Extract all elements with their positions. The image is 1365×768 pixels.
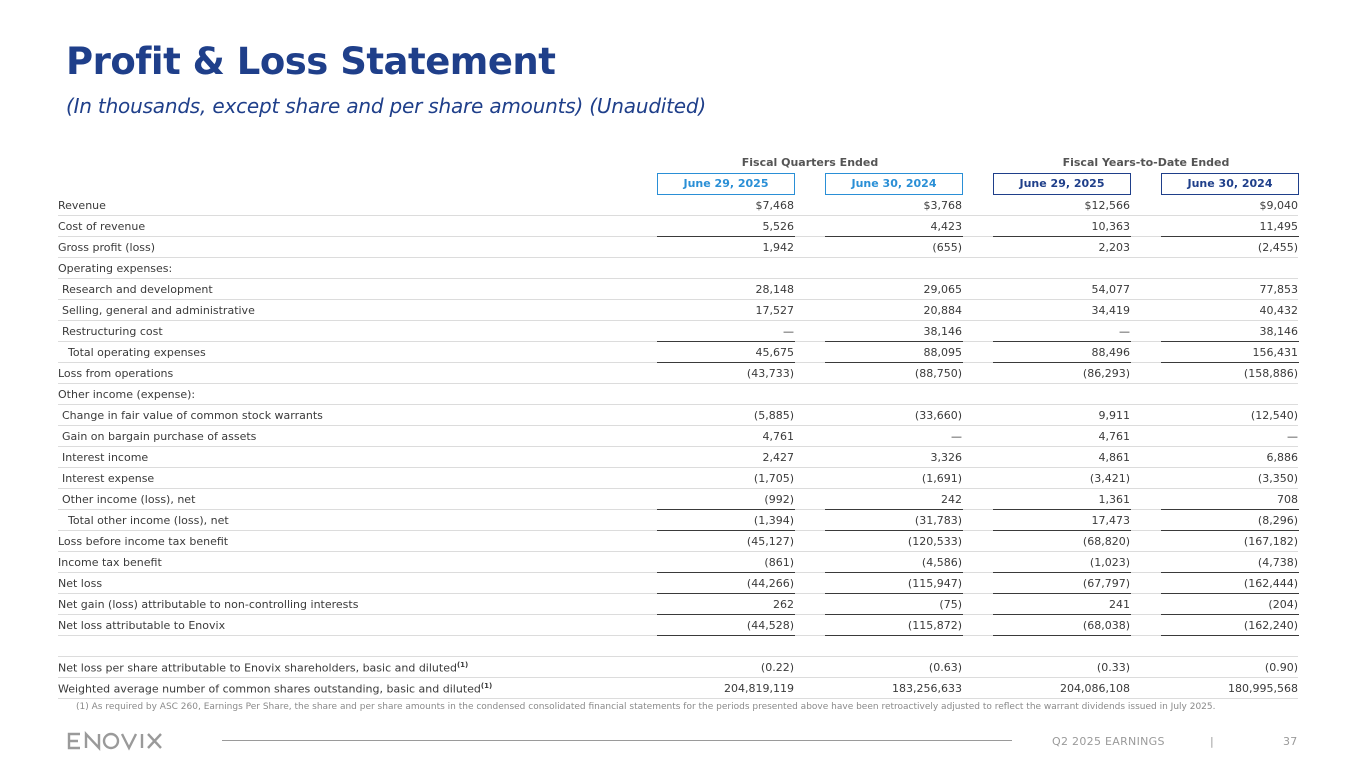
row-label-text: Selling, general and administrative [62,304,255,317]
row-value-col-4: (3,350) [1257,472,1298,485]
table-row [58,342,1298,363]
table-row [58,573,1298,594]
row-label-text: Net loss per share attributable to Enovix shareholders, basic and diluted [58,661,457,675]
row-value-col-3: (1,023) [1089,556,1130,569]
row-value-col-1: (992) [764,493,794,506]
row-value-col-1: (861) [764,556,794,569]
table-row [58,678,1298,699]
row-value-col-2: (115,947) [907,577,962,590]
row-value-col-2: (120,533) [907,535,962,548]
row-value-col-1: 5,526 [762,220,794,233]
row-value-col-1: 204,819,119 [724,682,794,695]
table-row [58,384,1298,405]
row-value-col-1: — [783,325,794,338]
row-value-col-2: (0.63) [928,661,962,674]
row-label-text: Net loss attributable to Enovix [58,619,226,632]
table-row [58,405,1298,426]
row-value-col-3: (68,038) [1082,619,1130,632]
row-value-col-4: (2,455) [1257,241,1298,254]
row-value-col-2: 88,095 [923,346,962,359]
row-label [62,325,163,338]
row-label [58,577,102,590]
col-header-q-2025: June 29, 2025 [657,173,795,195]
row-value-col-2: (4,586) [921,556,962,569]
row-value-col-3: 241 [1109,598,1130,611]
row-value-col-2: (115,872) [907,619,962,632]
table-row [58,300,1298,321]
row-value-col-4: 77,853 [1259,283,1298,296]
row-value-col-4: 180,995,568 [1228,682,1298,695]
row-label [62,451,148,464]
row-label-text: Interest income [62,451,149,464]
row-value-col-3: — [1119,325,1130,338]
row-value-col-1: 45,675 [755,346,794,359]
row-value-col-4: (162,444) [1243,577,1298,590]
table-row [58,552,1298,573]
row-value-col-2: 3,326 [930,451,962,464]
table-row [58,531,1298,552]
row-value-col-3: (67,797) [1082,577,1130,590]
col-header-ytd-2025: June 29, 2025 [993,173,1131,195]
footer-rule [222,740,1012,741]
row-label [58,388,195,401]
row-value-col-3: (0.33) [1096,661,1130,674]
row-value-col-1: (0.22) [760,661,794,674]
row-label [58,367,173,380]
group-header-quarters: Fiscal Quarters Ended [741,156,879,169]
row-value-col-2: $3,768 [923,199,962,212]
row-value-col-2: 183,256,633 [892,682,962,695]
row-value-col-3: 1,361 [1098,493,1130,506]
row-value-col-4: 38,146 [1259,325,1298,338]
table-row [58,279,1298,300]
row-label-text: Research and development [62,283,213,296]
row-label [58,535,228,548]
row-label [62,430,256,443]
table-row [58,657,1298,678]
table-row [58,258,1298,279]
footer-event: Q2 2025 EARNINGS [1052,735,1165,748]
row-value-col-3: 10,363 [1091,220,1130,233]
row-label [62,472,154,485]
table-row [58,594,1298,615]
table-row [58,195,1298,216]
row-value-col-3: $12,566 [1084,199,1130,212]
row-label-text: Interest expense [62,472,155,485]
group-header-ytd: Fiscal Years-to-Date Ended [1062,156,1230,169]
row-label [58,199,106,212]
row-value-col-1: (43,733) [746,367,794,380]
row-label-text: Total operating expenses [68,346,206,359]
row-value-col-3: (86,293) [1082,367,1130,380]
row-label-text: Total other income (loss), net [68,514,229,527]
page-subtitle: (In thousands, except share and per share amounts) (Unaudited) [66,94,707,118]
row-label-text: Restructuring cost [62,325,163,338]
page-number: 37 [1283,735,1298,748]
row-label [68,514,229,527]
row-value-col-3: 4,761 [1098,430,1130,443]
table-row [58,615,1298,636]
row-label-text: Operating expenses: [58,262,173,275]
row-value-col-4: 11,495 [1259,220,1298,233]
row-label-text: Revenue [58,199,106,212]
row-value-col-2: — [951,430,962,443]
table-row [58,447,1298,468]
row-value-col-1: (1,705) [753,472,794,485]
row-value-col-4: 6,886 [1266,451,1298,464]
row-label [62,304,255,317]
row-value-col-1: (44,528) [746,619,794,632]
row-value-col-1: 4,761 [762,430,794,443]
row-label [58,661,468,675]
row-value-col-1: 2,427 [762,451,794,464]
page-title: Profit & Loss Statement [66,40,556,83]
row-value-col-3: (3,421) [1089,472,1130,485]
row-label [62,409,323,422]
table-row [58,321,1298,342]
row-label-text: Loss before income tax benefit [58,535,229,548]
table-row [58,363,1298,384]
row-value-col-2: (75) [939,598,962,611]
row-label-text: Gross profit (loss) [58,241,156,254]
row-value-col-2: 38,146 [923,325,962,338]
row-value-col-2: (1,691) [921,472,962,485]
row-label-text: Other income (expense): [58,388,196,401]
row-label [58,682,492,696]
row-value-col-3: 34,419 [1091,304,1130,317]
row-value-col-4: (204) [1268,598,1298,611]
table-row [58,510,1298,531]
row-label [58,556,162,569]
row-divider [58,698,1298,699]
footer-separator: | [1210,735,1215,748]
row-label-text: Net loss [58,577,103,590]
row-value-col-4: $9,040 [1259,199,1298,212]
table-row [58,426,1298,447]
row-label-text: Income tax benefit [58,556,162,569]
row-value-col-2: (33,660) [914,409,962,422]
enovix-logo [66,730,166,752]
row-value-col-4: 156,431 [1252,346,1298,359]
row-value-col-4: (4,738) [1257,556,1298,569]
row-value-col-1: 17,527 [755,304,794,317]
row-value-col-3: (68,820) [1082,535,1130,548]
row-value-col-4: (167,182) [1243,535,1298,548]
row-label-text: Gain on bargain purchase of assets [62,430,257,443]
row-value-col-3: 2,203 [1098,241,1130,254]
row-label [58,241,155,254]
row-label [68,346,206,359]
row-value-col-2: 4,423 [930,220,962,233]
row-value-col-2: (31,783) [914,514,962,527]
row-value-col-3: 9,911 [1098,409,1130,422]
footnote: (1) As required by ASC 260, Earnings Per Share, the share and per share amounts in the condensed consolidated financial statements for the periods presented above have been retroactively adjusted to reflect the warrant dividends issued in July 2025. [76,702,1216,712]
row-value-col-1: (44,266) [746,577,794,590]
row-value-col-4: 40,432 [1259,304,1298,317]
row-value-col-4: (0.90) [1264,661,1298,674]
table-row [58,468,1298,489]
row-label [58,619,225,632]
row-value-col-2: 20,884 [923,304,962,317]
row-value-col-4: — [1287,430,1298,443]
row-label [58,262,172,275]
row-value-col-1: (45,127) [746,535,794,548]
row-value-col-2: 29,065 [923,283,962,296]
row-value-col-4: 708 [1277,493,1298,506]
row-value-col-4: (8,296) [1257,514,1298,527]
row-value-col-3: 88,496 [1091,346,1130,359]
col-header-ytd-2024: June 30, 2024 [1161,173,1299,195]
row-label-text: Net gain (loss) attributable to non-controlling interests [58,598,359,611]
table-row [58,489,1298,510]
row-label-text: Loss from operations [58,367,174,380]
row-value-col-3: 54,077 [1091,283,1130,296]
row-label-text: Weighted average number of common shares outstanding, basic and diluted [58,682,481,696]
row-value-col-1: $7,468 [755,199,794,212]
row-value-col-1: (1,394) [753,514,794,527]
row-value-col-1: (5,885) [753,409,794,422]
row-value-col-4: (12,540) [1250,409,1298,422]
row-label [58,598,358,611]
row-value-col-1: 262 [773,598,794,611]
row-value-col-3: 204,086,108 [1060,682,1130,695]
row-value-col-2: (655) [932,241,962,254]
row-value-col-1: 1,942 [762,241,794,254]
row-label-text: Change in fair value of common stock warrants [62,409,323,422]
row-label [62,493,195,506]
row-label [58,220,145,233]
row-value-col-3: 4,861 [1098,451,1130,464]
table-row [58,216,1298,237]
row-label [62,283,213,296]
row-value-col-4: (162,240) [1243,619,1298,632]
table-row [58,237,1298,258]
row-value-col-2: (88,750) [914,367,962,380]
footnote-marker: (1) [480,682,493,690]
table-row [58,636,1298,657]
row-value-col-3: 17,473 [1091,514,1130,527]
row-value-col-1: 28,148 [755,283,794,296]
footnote-marker: (1) [456,661,469,669]
col-header-q-2024: June 30, 2024 [825,173,963,195]
row-value-col-2: 242 [941,493,962,506]
enovix-logo-mark [66,730,166,752]
row-label-text: Cost of revenue [58,220,146,233]
row-value-col-4: (158,886) [1243,367,1298,380]
row-label-text: Other income (loss), net [62,493,196,506]
